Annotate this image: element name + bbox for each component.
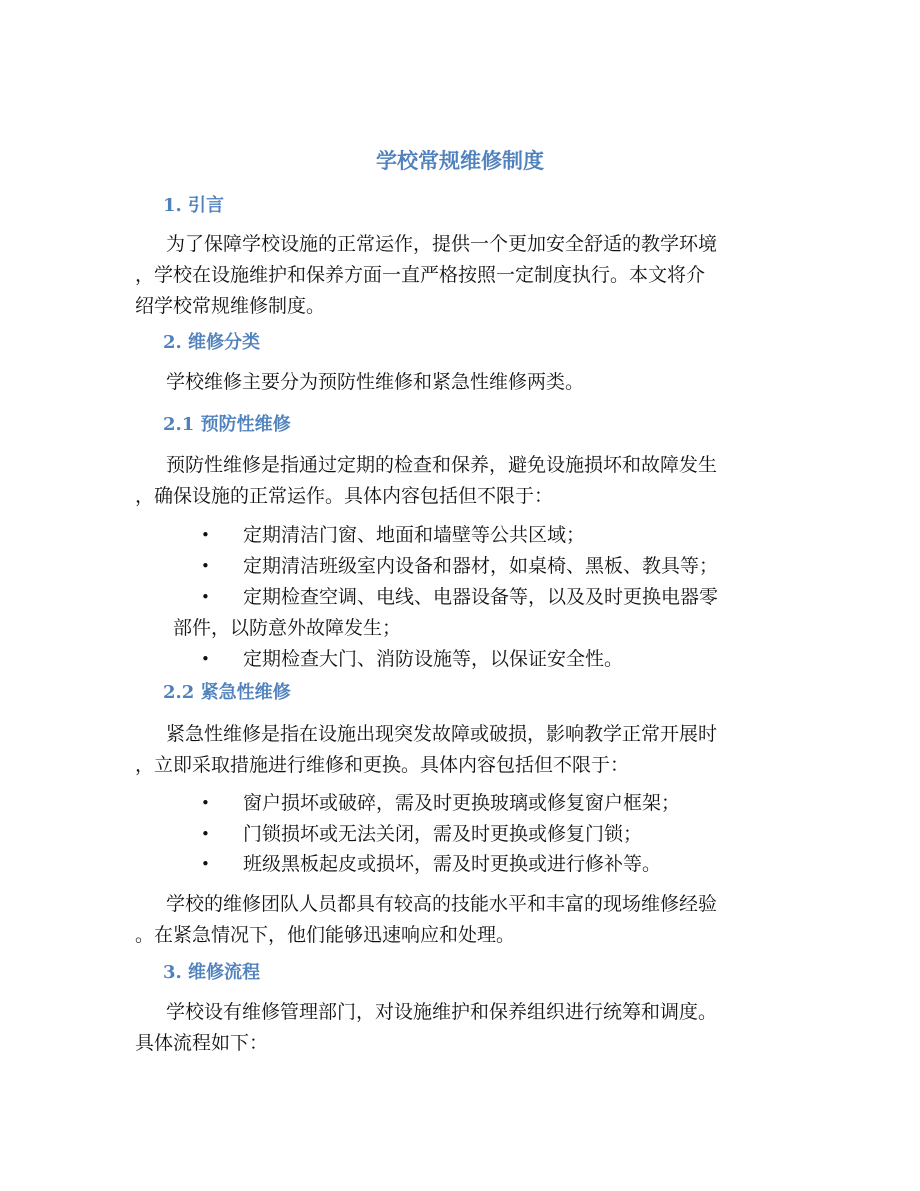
paragraph-process: [135, 997, 785, 1059]
paragraph-line: 为了保障学校设施的正常运作，提供一个更加安全舒适的教学环境: [166, 233, 718, 255]
list-item-text: 定期检查空调、电线、电器设备等，以及及时更换电器零: [243, 586, 719, 608]
paragraph-line: ，立即采取措施进行维修和更换。具体内容包括但不限于：: [135, 754, 630, 776]
section-heading-process: 3. 维修流程: [163, 962, 261, 983]
section-heading-types: 2. 维修分类: [163, 332, 261, 353]
section-heading-preventive: 2.1 预防性维修: [163, 414, 291, 435]
paragraph-emergency: [135, 719, 785, 781]
paragraph-line: 学校维修主要分为预防性维修和紧急性维修两类。: [166, 371, 585, 393]
paragraph-line: 学校的维修团队人员都具有较高的技能水平和丰富的现场维修经验: [166, 893, 718, 915]
section-heading-intro: 1. 引言: [163, 195, 225, 216]
paragraph-line: 。在紧急情况下，他们能够迅速响应和处理。: [135, 924, 516, 946]
list-item-text: 定期检查大门、消防设施等，以保证安全性。: [243, 648, 624, 670]
list-item-text: 定期清洁门窗、地面和墙壁等公共区域；: [243, 524, 586, 546]
bullet-icon: •: [201, 650, 210, 668]
paragraph-line: ，确保设施的正常运作。具体内容包括但不限于：: [135, 485, 554, 507]
paragraph-line: 具体流程如下：: [135, 1032, 269, 1054]
paragraph-team: [135, 889, 785, 951]
paragraph-line: ，学校在设施维护和保养方面一直严格按照一定制度执行。本文将介: [135, 264, 706, 286]
bullet-icon: •: [201, 526, 210, 544]
list-item-text: 班级黑板起皮或损坏，需及时更换或进行修补等。: [243, 853, 662, 875]
bullet-icon: •: [201, 794, 210, 812]
paragraph-line: 紧急性维修是指在设施出现突发故障或破损，影响教学正常开展时: [166, 723, 718, 745]
document-title: 学校常规维修制度: [376, 148, 544, 173]
paragraph-line: 预防性维修是指通过定期的检查和保养，避免设施损坏和故障发生: [166, 454, 718, 476]
paragraph-types: [135, 367, 785, 398]
list-item-text: 窗户损坏或破碎，需及时更换玻璃或修复窗户框架；: [243, 792, 681, 814]
paragraph-intro: [135, 229, 785, 322]
list-item-text: 门锁损坏或无法关闭，需及时更换或修复门锁；: [243, 823, 643, 845]
bullet-icon: •: [201, 557, 210, 575]
list-item-continuation: 部件，以防意外故障发生；: [173, 617, 402, 639]
paragraph-line: 绍学校常规维修制度。: [135, 295, 326, 317]
paragraph-preventive: [135, 450, 785, 512]
bullet-icon: •: [201, 825, 210, 843]
list-item-text: 定期清洁班级室内设备和器材，如桌椅、黑板、教具等；: [243, 555, 719, 577]
bullet-icon: •: [201, 855, 210, 873]
paragraph-line: 学校设有维修管理部门，对设施维护和保养组织进行统筹和调度。: [166, 1001, 718, 1023]
bullet-icon: •: [201, 588, 210, 606]
section-heading-emergency: 2.2 紧急性维修: [163, 682, 291, 703]
